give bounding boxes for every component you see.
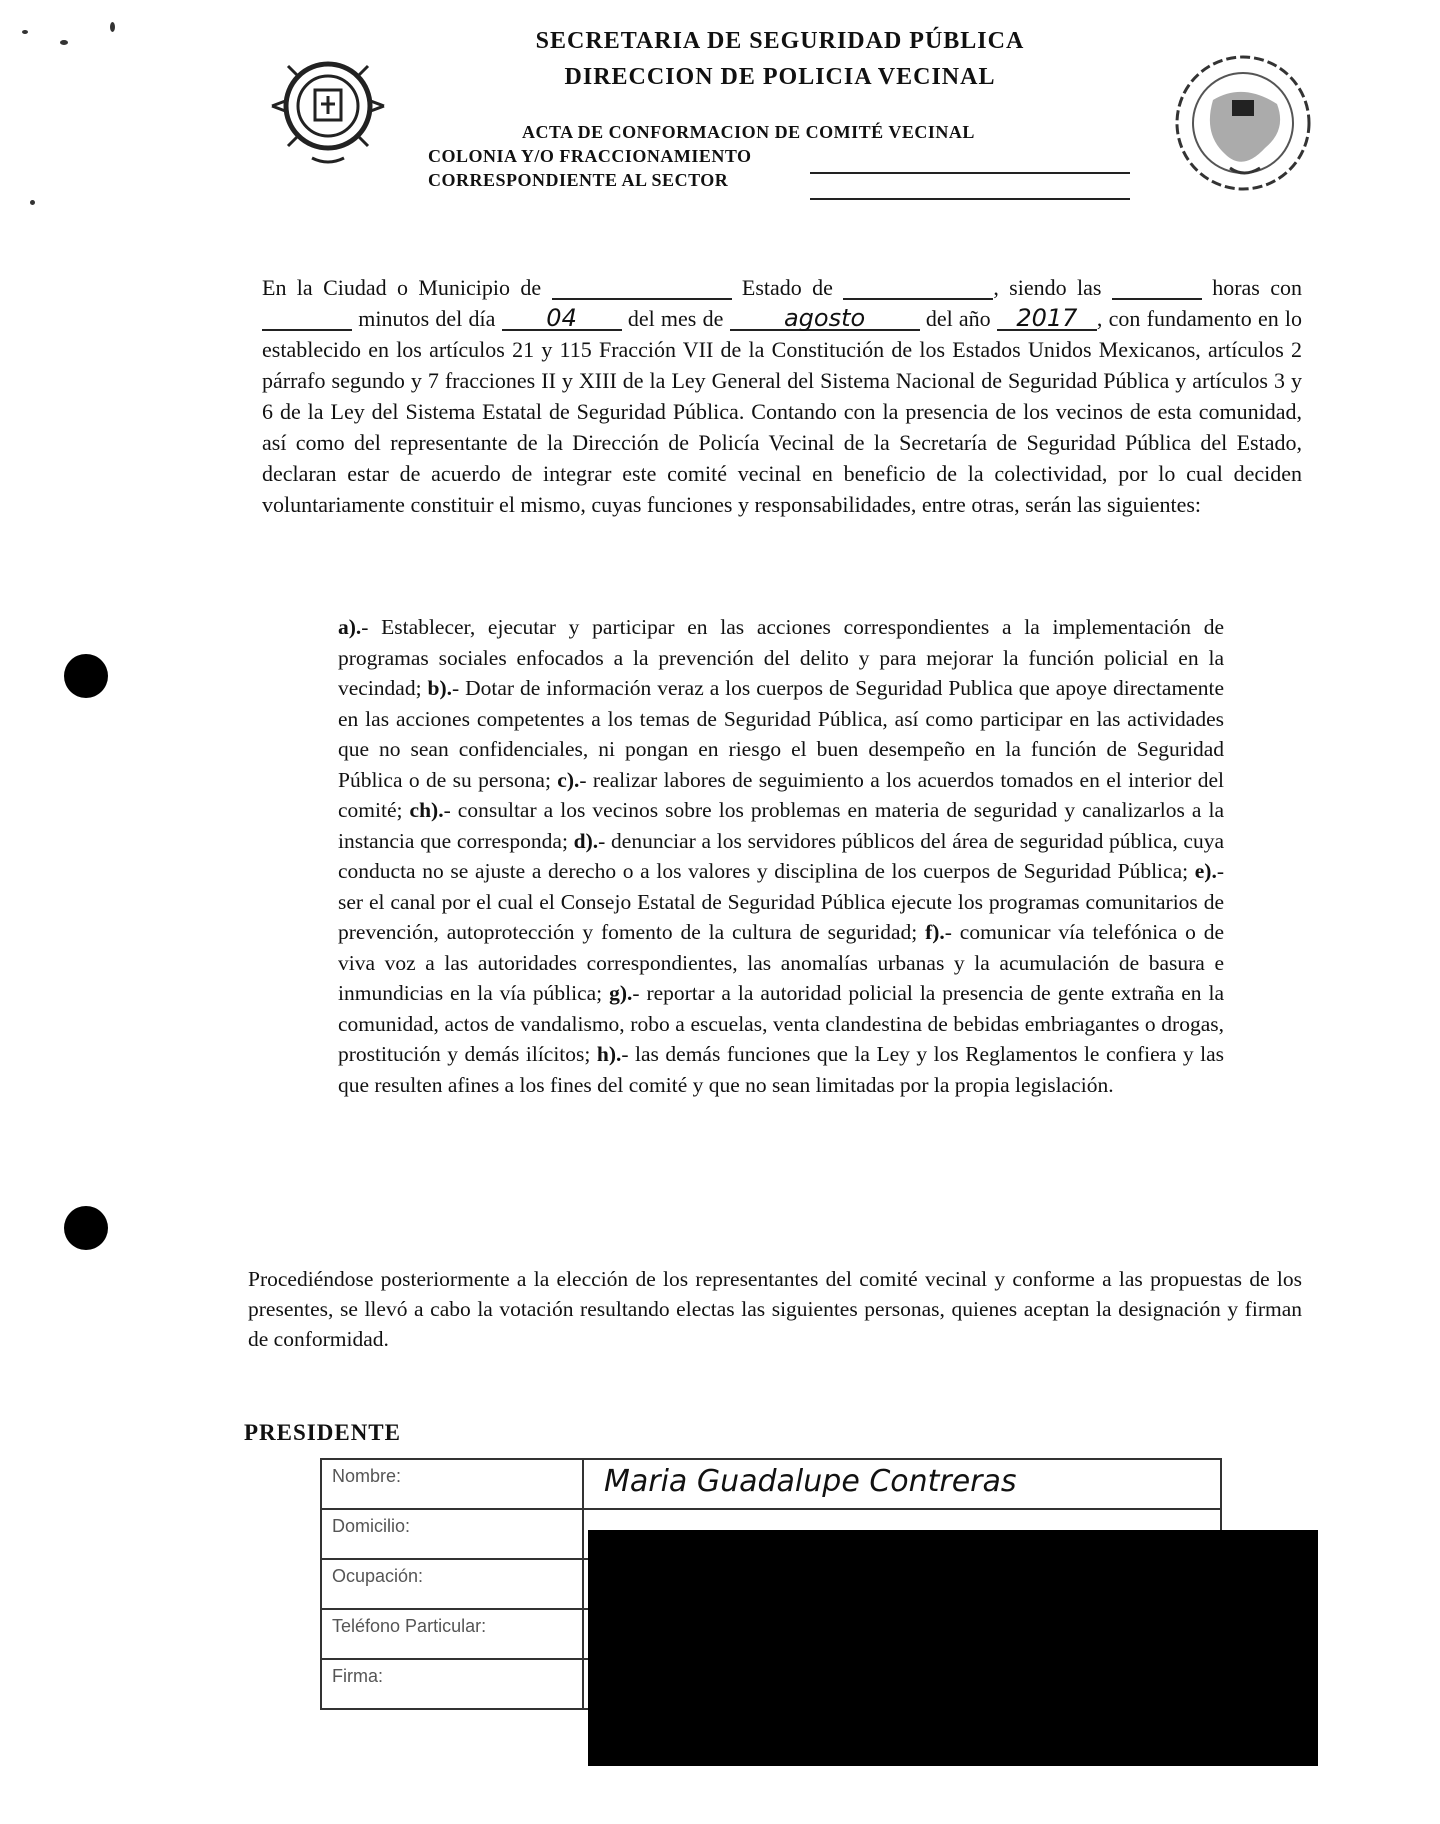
scan-speck bbox=[60, 40, 68, 45]
year-value: 2017 bbox=[997, 307, 1097, 331]
scan-speck bbox=[110, 22, 115, 32]
day-value: 04 bbox=[502, 307, 622, 331]
table-row bbox=[321, 1459, 1221, 1509]
header-secretaria: SECRETARIA DE SEGURIDAD PÚBLICA bbox=[535, 28, 1025, 54]
hora-blank bbox=[1112, 276, 1202, 300]
scan-speck bbox=[30, 200, 35, 205]
intro-text: del mes de bbox=[627, 306, 724, 331]
minutos-blank bbox=[262, 307, 352, 331]
item-label: c). bbox=[557, 767, 580, 792]
intro-text: En la Ciudad o Municipio de bbox=[262, 275, 542, 300]
item-text: - consultar a los vecinos sobre los problemas en materia de seguridad y canalizarlos a la instancia que corresponda; bbox=[338, 798, 1224, 853]
act-title: ACTA DE CONFORMACION DE COMITÉ VECINAL bbox=[522, 122, 975, 142]
closing-paragraph: Procediéndose posteriormente a la elección de los representantes del comité vecinal y conforme a las propuestas de los presentes, se llevó a cabo la votación resultando electas las siguientes personas, quienes aceptan la designación y firman de conformidad. bbox=[248, 1267, 1302, 1351]
sector-blank bbox=[810, 198, 1130, 200]
month-value: agosto bbox=[730, 307, 920, 331]
item-text: - reportar a la autoridad policial la presencia de gente extraña en la comunidad, actos de vandalismo, robo a escuelas, venta clandestina de bebidas embriagantes o drogas, prostitución y demás ilícitos; bbox=[338, 981, 1224, 1066]
intro-text: minutos del día bbox=[358, 306, 496, 331]
hole-punch bbox=[64, 1206, 108, 1250]
item-text: - denunciar a los servidores públicos del área de seguridad pública, cuya conducta no se ajuste a derecho o a los valores y disciplina de los cuerpos de Seguridad Pública; bbox=[338, 828, 1224, 883]
item-label: f). bbox=[925, 920, 945, 944]
estado-blank bbox=[843, 276, 993, 300]
redaction-block bbox=[588, 1530, 1318, 1766]
stamp-seal-icon bbox=[1168, 48, 1318, 198]
item-text: - las demás funciones que la Ley y los Reglamentos le confiera y las que resulten afines a los fines del comité y que no sean limitadas por la propia legislación. bbox=[338, 1042, 1224, 1097]
item-label: d). bbox=[573, 828, 599, 853]
functions-list bbox=[338, 612, 1224, 1100]
item-text: - ser el canal por el cual el Consejo Estatal de Seguridad Pública ejecute los programas comunitarios de prevención, autoprotección y fomento de la cultura de seguridad; bbox=[338, 859, 1225, 944]
intro-text: Estado de bbox=[741, 275, 833, 300]
item-label: h). bbox=[596, 1042, 622, 1066]
item-label: e). bbox=[1194, 859, 1217, 883]
intro-text: del año bbox=[925, 306, 991, 331]
intro-paragraph bbox=[262, 272, 1302, 520]
item-text: - realizar labores de seguimiento a los acuerdos tomados en el interior del comité; bbox=[338, 767, 1224, 822]
item-text: - comunicar vía telefónica o de viva voz a las autoridades correspondientes, las anomalías urbanas y la acumulación de basura e inmundicias en la vía pública; bbox=[338, 920, 1224, 1005]
header-direccion: DIRECCION DE POLICIA VECINAL bbox=[564, 64, 996, 90]
address-label: Domicilio: bbox=[321, 1509, 583, 1559]
item-label: ch). bbox=[409, 798, 444, 822]
item-label: b). bbox=[427, 676, 453, 700]
role-heading: PRESIDENTE bbox=[244, 1420, 401, 1445]
signature-label: Firma: bbox=[321, 1659, 583, 1709]
sector-label: CORRESPONDIENTE AL SECTOR bbox=[428, 170, 729, 190]
item-text: - Establecer, ejecutar y participar en las acciones correspondientes a la implementación de programas sociales enfocados a la prevención del delito y para mejorar la función policial en la vecindad; bbox=[338, 615, 1224, 700]
item-label: a). bbox=[338, 615, 362, 639]
scan-speck bbox=[22, 30, 28, 34]
item-label: g). bbox=[609, 981, 633, 1005]
intro-text: horas con bbox=[1212, 275, 1302, 300]
intro-text: , con fundamento en lo establecido en los artículos 21 y 115 Fracción VII de la Constitución de los Estados Unidos Mexicanos, artículos 2 párrafo segundo y 7 fracciones II y XIII de la Ley General del Sistema Nacional de Seguridad Pública y artículos 3 y 6 de la Ley del Sistema Estatal de Seguridad Pública. Contando con la presencia de los vecinos de esta comunidad, así como del representante de la Dirección de Policía Vecinal de la Secretaría de Seguridad Pública del Estado, declaran estar de acuerdo de integrar este comité vecinal en beneficio de la colectividad, por lo cual deciden voluntariamente constituir el mismo, cuyas funciones y responsabilidades, entre otras, serán las siguientes: bbox=[262, 306, 1303, 517]
phone-label: Teléfono Particular: bbox=[321, 1609, 583, 1659]
hole-punch bbox=[64, 654, 108, 698]
name-value: Maria Guadalupe Contreras bbox=[583, 1459, 1221, 1509]
colonia-blank bbox=[810, 172, 1130, 174]
colonia-label: COLONIA Y/O FRACCIONAMIENTO bbox=[428, 146, 752, 166]
name-label: Nombre: bbox=[321, 1459, 583, 1509]
item-text: - Dotar de información veraz a los cuerpos de Seguridad Publica que apoye directamente en las acciones competentes a los temas de Seguridad Pública, así como participar en las actividades que no sean confidenciales, ni pongan en riesgo el buen desempeño en la función de Seguridad Pública o de su persona; bbox=[338, 676, 1224, 792]
police-seal-icon bbox=[268, 46, 388, 166]
intro-text: , siendo las bbox=[993, 275, 1102, 300]
occupation-label: Ocupación: bbox=[321, 1559, 583, 1609]
municipio-blank bbox=[552, 276, 732, 300]
